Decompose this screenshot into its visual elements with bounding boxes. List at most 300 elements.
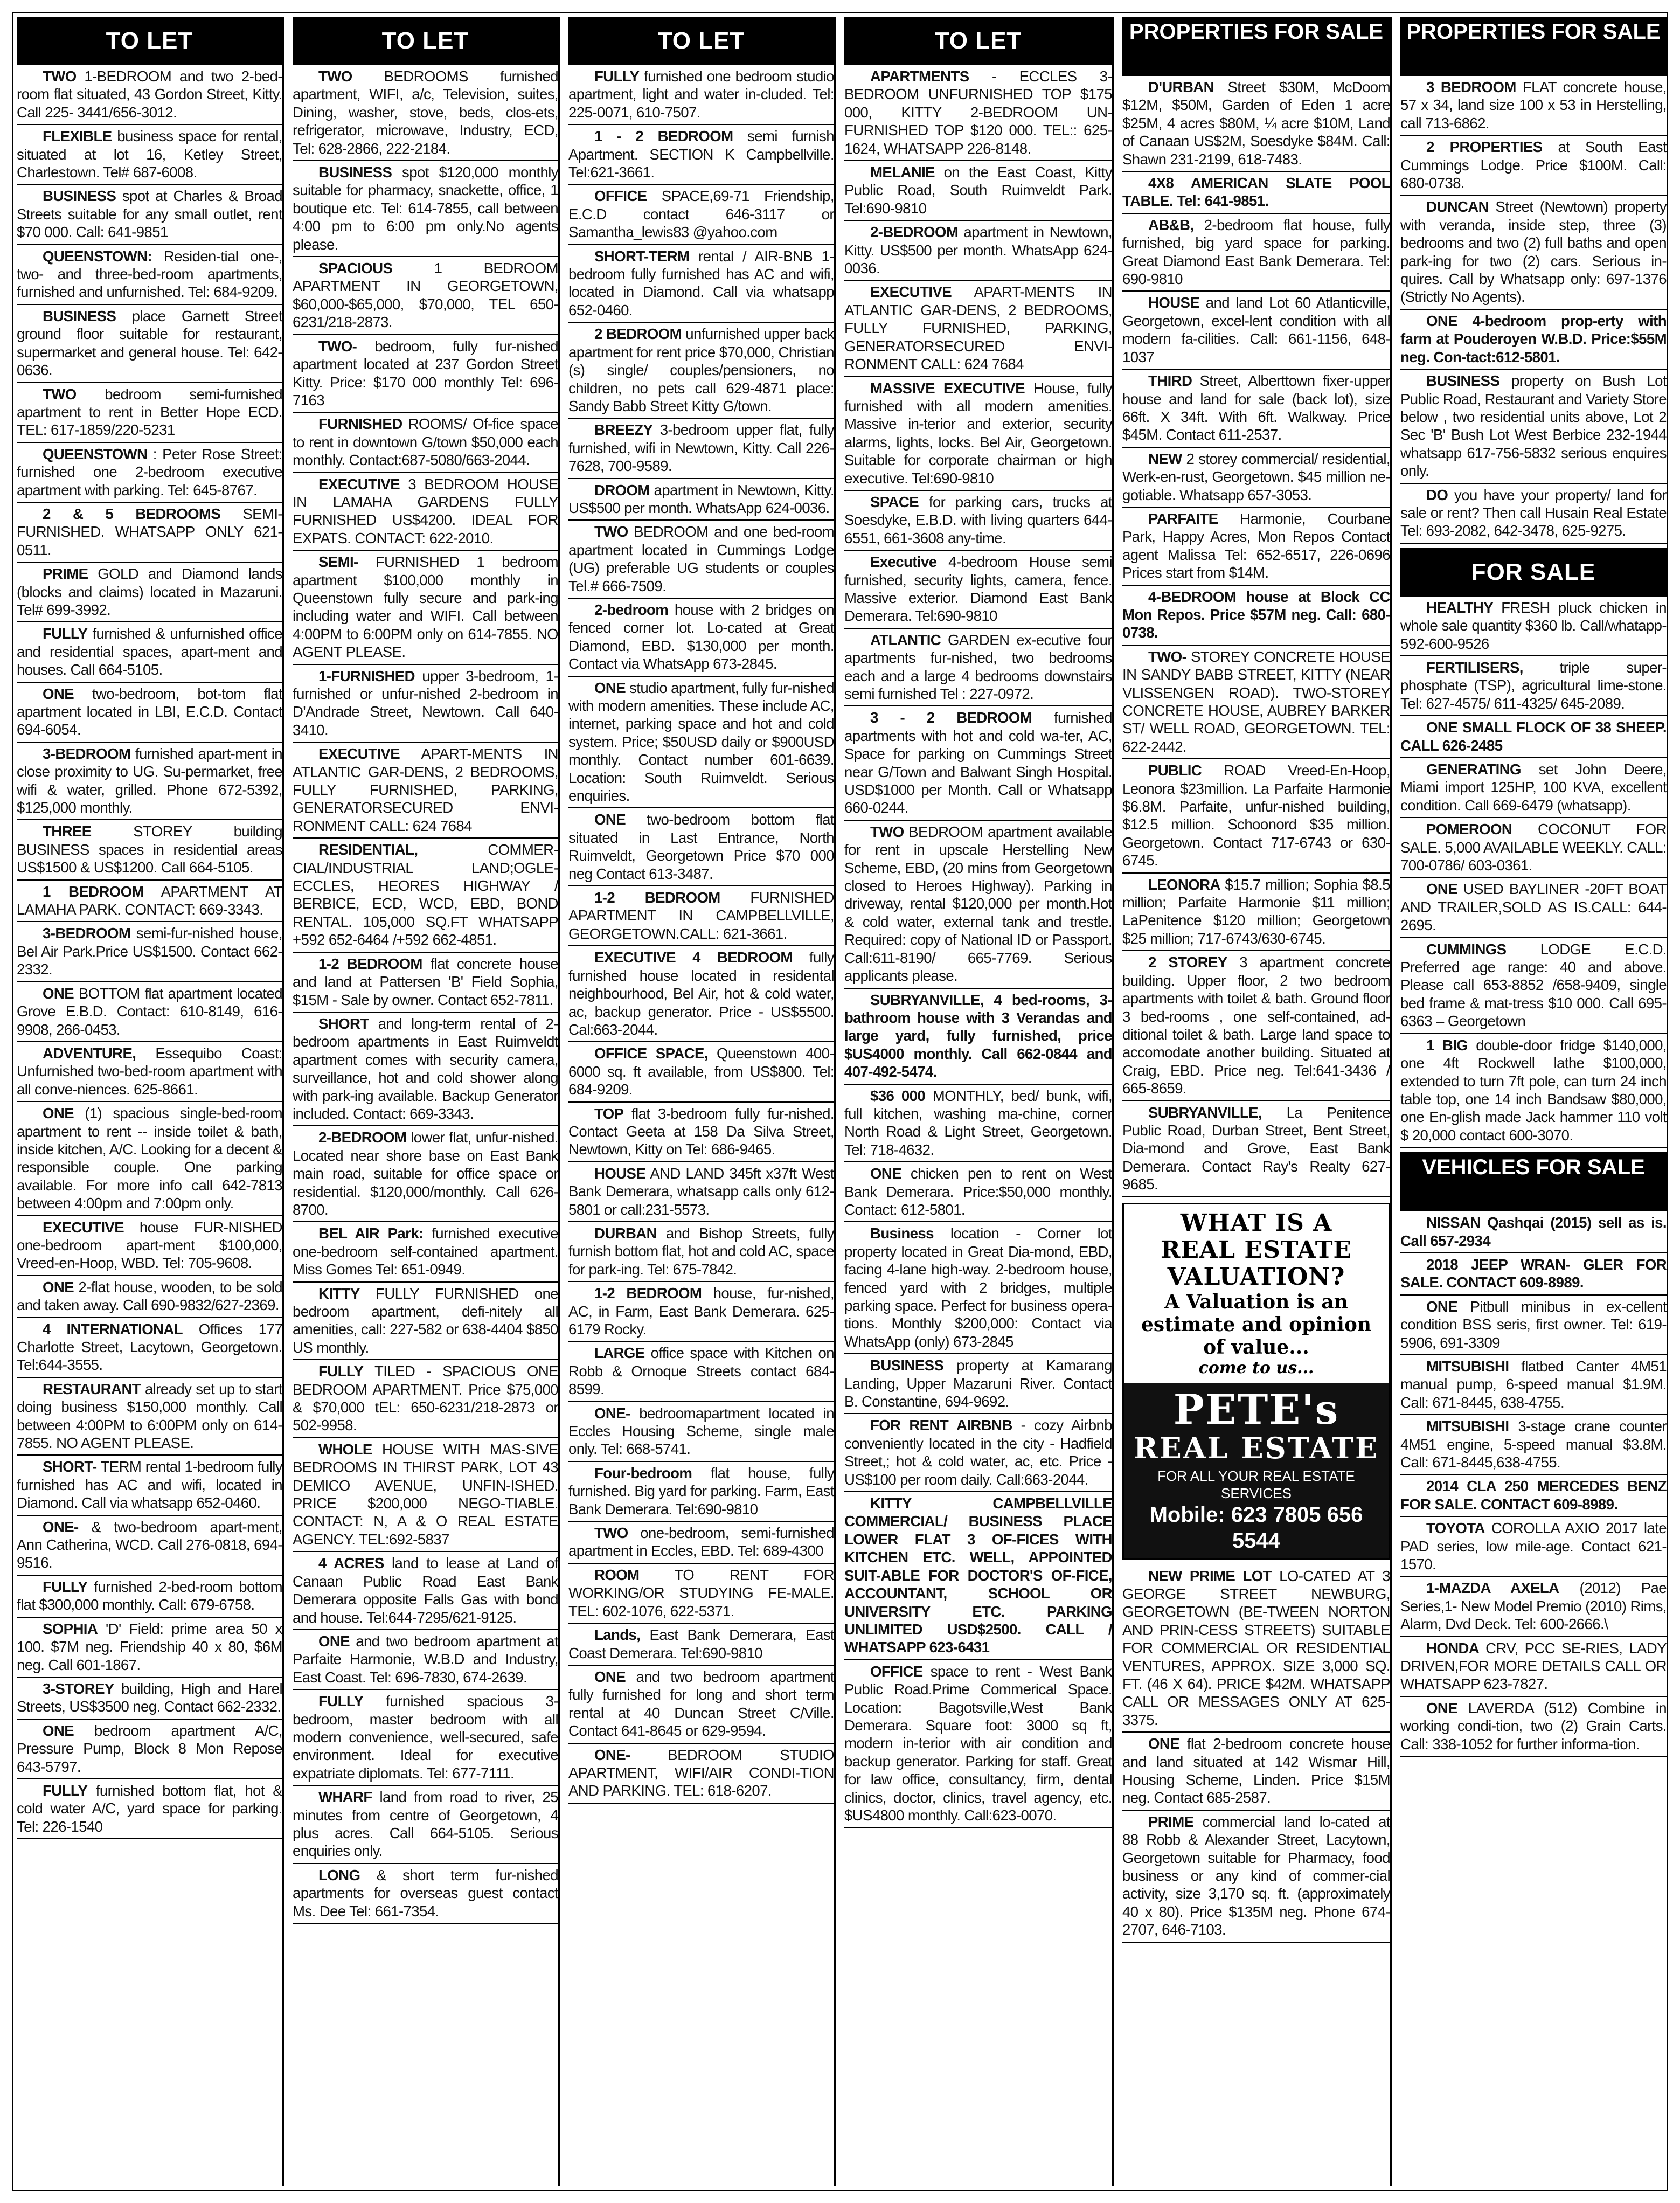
ad-sep <box>1186 648 1191 665</box>
classified-ad <box>1400 1034 1667 1148</box>
classified-ad <box>568 1342 834 1402</box>
ad-lead: 2 STOREY <box>1148 954 1227 971</box>
classified-ad <box>17 922 282 982</box>
ad-lead: TOP <box>594 1105 624 1122</box>
classified-ad <box>1122 292 1390 370</box>
ad-body: Street (Newtown) property with veranda, inside step, three (3) bedrooms and two (2) full baths and open park-ing for two (2) cars. Serious in-quires. Call by Whatsapp only: 697-1376 (Strictly No Agents). <box>1400 198 1667 306</box>
ad-body: for parking cars, trucks at Soesdyke, E.B.D. with living quarters 644-6551, 661-3608 any-time. <box>844 493 1112 546</box>
ad-lead: PARFAITE <box>1148 510 1218 527</box>
ad-sep <box>1468 1037 1476 1054</box>
ad-sep <box>1559 1579 1579 1596</box>
classified-ad <box>1122 370 1390 448</box>
classified-ad <box>17 1216 282 1276</box>
classified-ad <box>17 1378 282 1456</box>
ad-lead: SUBRYANVILLE, <box>870 991 984 1008</box>
classified-ad <box>17 65 282 125</box>
section-header: PROPERTIES FOR SALE <box>1400 17 1667 76</box>
ad-body: BEDROOM STUDIO APARTMENT, WIFI/AIR CONDI-TION AND PARKING. TEL: 618-6207. <box>568 1746 834 1799</box>
ad-body: place Garnett Street ground floor suitable for restaurant, supermarket and general house. Tel: 642-0636. <box>17 307 282 379</box>
ad-sep <box>112 128 117 144</box>
ad-body: land to lease at Land of Canaan Public Road East Bank Demerara opposite Falls Gas with bond and house. Tel:644-7295/621-9125. <box>293 1555 558 1626</box>
classified-ad <box>293 335 558 413</box>
ad-lead: SEMI- <box>318 553 358 571</box>
classified-ad <box>1400 1697 1667 1757</box>
ad-lead: 4-BEDROOM <box>1148 588 1237 605</box>
ad-sep <box>1516 79 1523 95</box>
ad-sep <box>97 1458 101 1475</box>
section-header: PROPERTIES FOR SALE <box>1122 17 1390 76</box>
ad-lead: NEW PRIME LOT <box>1148 1567 1272 1584</box>
ad-lead: ONE- <box>43 1518 79 1535</box>
ad-body: furnished spacious 3-bedroom, master bedroom with all modern convenience, well-secured, safe environment. Ideal for executive expatriate diplomats. Tel: 677-7111. <box>293 1693 558 1782</box>
ad-sep <box>923 1663 931 1680</box>
ad-body: property at Kamarang Landing, Upper Mazaruni River. Contact B. Constantine, 694-9692. <box>844 1357 1112 1410</box>
ad-sep <box>628 523 634 540</box>
ad-body: property on Bush Lot Public Road, Restaurant and Variety Store below , two residential units above, Lot 2 Sec 'B' Bush Lot West Berbice 232-1944 whatsapp 617-756-5832 serious enquires only. <box>1400 372 1667 480</box>
ad-sep <box>1512 821 1538 837</box>
ad-body: furnished apart-ment in close proximity to UG. Su-permarket, free wifi & water, grilled. Phone 672-5392, $125,000 monthly. <box>17 745 282 816</box>
ad-sep <box>628 1525 641 1541</box>
classified-ad <box>17 245 282 305</box>
ad-sep <box>1192 372 1199 389</box>
ad-sep <box>74 985 79 1002</box>
ad-lead: FULLY <box>43 1578 88 1595</box>
ad-lead: BREEZY <box>594 421 653 439</box>
ad-body: BEDROOMS furnished apartment, WIFI, a/c, Television, suites, Dining, washer, stove, beds, clos-ets, refrigerator, microwave, Industry, ECD, Tel: 628-2866, 222-2184. <box>293 68 558 157</box>
ad-body: STOREY CONCRETE HOUSE IN SANDY BABB STREET, KITTY (NEAR VLISSENGEN ROAD). TWO-STOREY CONCRETE HOUSE, AUBREY BARKER ST/ WELL ROAD, GEORGETOWN. TEL: 622-2442. <box>1122 648 1390 755</box>
ad-lead: Executive <box>870 553 937 571</box>
ad-sep <box>92 823 134 840</box>
ad-lead: SHORT <box>318 1015 369 1032</box>
ad-sep <box>392 164 402 181</box>
ad-lead: 2-BEDROOM <box>870 224 959 241</box>
ad-lead: NEW <box>1148 450 1182 467</box>
ad-sep <box>1179 1735 1187 1752</box>
ad-sep <box>79 1519 92 1535</box>
ad-lead: DURBAN <box>594 1224 657 1242</box>
ad-lead: EXECUTIVE 4 BEDROOM <box>594 949 793 966</box>
ad-body: flat house, fully furnished. Big yard for parking. Farm, East Bank Demerara. Tel:690-9810 <box>568 1464 834 1518</box>
ad-sep <box>1528 1478 1537 1494</box>
ad-body: house FUR-NISHED one-bedroom apart-ment $100,000, Vreed-en-Hoop, WBD. Tel: 705-9608. <box>17 1218 282 1272</box>
ad-sep <box>1457 1298 1470 1315</box>
ad-body: bedroom, fully fur-nished apartment located at 237 Gordon Street Kitty. Price: $170 000 monthly Tel: 696-7163 <box>293 337 558 408</box>
ad-lead: ONE <box>594 1668 626 1685</box>
ad-list <box>293 65 558 1924</box>
ad-lead: FLEXIBLE <box>43 128 112 145</box>
ad-body: bedroomapartment located in Eccles Housing Scheme, single male only. Tel: 668-5741. <box>568 1404 834 1458</box>
classified-ad <box>568 677 834 809</box>
ad-body: 2-flat house, wooden, to be sold and taken away. Call 690-9832/627-2369. <box>17 1278 282 1314</box>
ad-lead: FULLY <box>594 68 640 85</box>
classified-ad <box>844 1162 1112 1222</box>
section-header: VEHICLES FOR SALE <box>1400 1152 1667 1211</box>
classified-ad <box>1400 1577 1667 1637</box>
ad-lead: ONE <box>1426 1699 1457 1716</box>
classified-ad <box>17 1318 282 1378</box>
ad-lead: MASSIVE EXECUTIVE <box>870 379 1025 397</box>
ad-lead: ONE <box>594 679 626 696</box>
ad-sep <box>358 553 376 570</box>
ad-sep <box>360 1285 376 1302</box>
ad-lead: 1-FURNISHED <box>318 667 415 684</box>
classified-ad <box>293 743 558 839</box>
ad-body: one-bedroom, semi-furnished apartment in Eccles, EBD. Tel: 689-4300 <box>568 1525 834 1560</box>
ad-sep <box>1202 762 1224 779</box>
ad-body: LO-CATED AT 3 GEORGE STREET NEWBURG, GEORGETOWN (BE-TWEEN NORTON AND PRIN-CESS STREETS) SUITABLE FOR COMMERCIAL OR RESIDENTIAL VENTURES, APPROX. SIZE 3,000 SQ. FT. (46 X 64). PRICE $42M. WHATSAPP CALL OR MESSAGES ONLY AT 625-3375. <box>1122 1567 1390 1728</box>
ad-body: 4-bedroom House semi furnished, security lights, camera, fence. Massive exterior. Diamond East Bank Demerara. Tel:690-9810 <box>844 553 1112 625</box>
classified-ad <box>568 65 834 125</box>
section-header: TO LET <box>568 17 834 65</box>
ad-body: house with 2 bridges on fenced corner lot. Lo-cated at Great Diamond, EBD. $130,000 per month. Contact via WhatsApp 673-2845. <box>568 601 834 673</box>
advert-line: A Valuation is an estimate and opinion of value... <box>1141 1290 1372 1359</box>
ad-list <box>1400 1211 1667 1757</box>
ad-lead: ONE <box>1426 1298 1457 1315</box>
ad-lead: PUBLIC <box>1148 762 1202 779</box>
ad-sep <box>422 955 431 972</box>
ad-body: 3 BEDROOM HOUSE IN LAMAHA GARDENS FULLY FURNISHED US$4200. IDEAL FOR EXPATS. CONTACT: 622-2010. <box>293 475 558 546</box>
ad-sep <box>74 1105 85 1121</box>
ad-sep <box>116 308 131 324</box>
advert-tagline: FOR ALL YOUR REAL ESTATE SERVICES <box>1157 1467 1355 1501</box>
ad-lead: APARTMENTS <box>870 68 969 85</box>
ad-sep <box>74 1722 94 1739</box>
ad-sep <box>350 1633 356 1650</box>
ad-sep <box>1521 761 1539 778</box>
ad-lead: RESIDENTIAL, <box>318 841 418 858</box>
ad-body: bedroom semi-furnished apartment to rent in Better Hope ECD. TEL: 617-1859/220-5231 <box>17 385 282 439</box>
classified-ad <box>17 305 282 383</box>
classified-ad <box>1122 646 1390 759</box>
classified-ad <box>844 989 1112 1085</box>
ad-lead: ONE <box>1426 881 1457 898</box>
ad-sep <box>114 1680 121 1697</box>
ad-lead: $36 000 <box>870 1087 926 1104</box>
ad-body: GLER FOR SALE. CONTACT 609-8989. <box>1400 1256 1667 1291</box>
ad-sep <box>1507 941 1540 958</box>
ad-lead: TWO- <box>318 337 357 355</box>
ad-body: FURNISHED APARTMENT IN CAMPBELLVILLE, GEORGETOWN.CALL: 621-3661. <box>568 889 834 942</box>
ad-body: MONTHLY, bed/ bunk, wifi, full kitchen, washing ma-chine, corner North Road & Light Street, Georgetown. Tel: 718-4632. <box>844 1087 1113 1158</box>
ad-body: LODGE E.C.D. Preferred age range: 40 and above. Please call 653-8852 /658-9409, single bed frame & mat-tress $10 000. Call 695-6363 – Georgetown <box>1400 940 1667 1030</box>
ad-list <box>1122 76 1390 1197</box>
ad-sep <box>1272 1568 1279 1584</box>
ad-body: 4 bed-rooms, 3-bathroom house with 3 Verandas and large yard, fully furnished, price $US4000 monthly. Call 662-0844 and 407-492-5474. <box>844 991 1112 1080</box>
advert-headline <box>1124 1204 1389 1383</box>
classified-ad <box>1400 656 1667 716</box>
classified-ad <box>844 1492 1112 1660</box>
ad-body: sell as is. Call 657-2934 <box>1400 1214 1667 1249</box>
ad-lead: 2 & 5 BEDROOMS <box>43 505 221 522</box>
classified-ad <box>17 683 282 743</box>
ad-sep <box>1332 175 1350 191</box>
advert-line: come to us... <box>1198 1358 1314 1377</box>
ad-lead: ONE <box>43 685 74 702</box>
ad-sep <box>1227 954 1240 971</box>
ad-body: La Penitence Public Road, Durban Street, Bent Street, Dia-mond and Grove, East Bank Demerara. Contact Ray's Realty 627-9685. <box>1122 1104 1390 1193</box>
ad-sep <box>1489 198 1495 215</box>
ad-sep <box>1448 487 1454 503</box>
ad-body: (1) spacious single-bed-room apartment to rent -- inside toilet & bath, inside kitchen, A/C. Looking for a decent & responsible couple. One parking available. For more info call 642-7813 between 4:00pm and 7:00pm only. <box>17 1105 282 1212</box>
ad-body: already set up to start doing business $150,000 monthly. Call between 4:00PM to 6:00PM only on 614-7855. NO AGENT PLEASE. <box>17 1380 282 1452</box>
ad-lead: OFFICE <box>594 188 647 205</box>
ad-body: Pitbull minibus in ex-cellent condition BSS seris, first owner. Tel: 619-5906, 691-3309 <box>1400 1298 1667 1351</box>
ad-sep <box>372 1441 382 1458</box>
classified-ad <box>17 1576 282 1618</box>
ad-lead: D'URBAN <box>1148 79 1214 95</box>
ad-body: double-door fridge $140,000, one 4ft Rockwell lathe $100,000, extended to turn 7ft pole, can turn 24 inch table top, one 14 inch Bandsaw $80,000, one En-glish made Jack hammer 110 volt $ 20,000 contact 600-3070. <box>1400 1036 1667 1144</box>
ad-lead: FULLY <box>43 625 88 642</box>
classified-ad <box>293 665 558 743</box>
ad-lead: RESTAURANT <box>43 1380 141 1397</box>
classified-ad <box>568 1103 834 1162</box>
ad-body: spot $120,000 monthly suitable for pharmacy, snackette, office, 1 boutique etc. Tel: 614-7855, call between 4:00 pm to 6:00 pm only.No agents please. <box>293 164 558 253</box>
ad-sep <box>183 1321 199 1338</box>
classified-ad <box>844 491 1112 551</box>
ad-lead: NISSAN Qashqai (2015) <box>1426 1214 1592 1231</box>
ad-list <box>844 65 1112 1828</box>
ad-body: commercial land lo-cated at 88 Robb & Alexander Street, Lacytown, Georgetown suitable for Pharmacy, food business or any kind of commer-cial activity, size 3,170 sq. ft. (approximately 40 x 80). Price $135M neg. Phone 674-2707, 646-7103. <box>1122 1813 1390 1938</box>
ad-sep <box>1193 217 1204 233</box>
advert-phone: Mobile: 623 7805 656 5544 <box>1149 1502 1363 1553</box>
classified-ad <box>17 982 282 1042</box>
ad-sep <box>708 1045 717 1062</box>
section-header: FOR SALE <box>1400 548 1667 597</box>
ad-body: 3 apartment concrete building. Upper floor, 2 two bedroom apartments with toilet & bath. Ground floor 3 bed-rooms , one self-contained, ad-ditional toilet & bath. Large land space to accomodate another building. Situated at Craig, EBD. Price neg. Tel:641-3436 / 665-8659. <box>1122 954 1390 1097</box>
ad-sep <box>141 1381 145 1397</box>
advert-line: REAL ESTATE <box>1160 1236 1352 1264</box>
classified-ad <box>844 821 1112 989</box>
ad-body: two-bedroom bottom flat situated in Last Entrance, North Ruimveldt, Georgetown Price $70 000 neg Contact 613-3487. <box>568 811 834 882</box>
ad-sep <box>1592 1214 1599 1231</box>
ad-body: GARDEN ex-ecutive four apartments fur-nished, two bedrooms each and a large 4 bedrooms downstairs semi furnished Tel : 227-0972. <box>844 631 1112 702</box>
ad-sep <box>952 283 974 300</box>
ad-body: set John Deere, Miami import 125HP, 100 KVA, excellent condition. Call 669-6479 (whatsapp). <box>1400 761 1667 814</box>
ad-lead: 3-BEDROOM <box>43 925 131 942</box>
ad-lead: BUSINESS <box>318 164 392 181</box>
ad-sep <box>936 553 948 570</box>
ad-body: $15.7 million; Sophia $8.5 million; Parfaite Harmonie $11 million; LaPenitence $120 million; Georgetown $25 million; 717-6743/630-6745. <box>1122 876 1390 947</box>
classified-ad <box>1400 1211 1667 1253</box>
classified-ad <box>17 1678 282 1720</box>
ad-sep <box>77 386 105 403</box>
ad-lead: PRIME <box>43 565 88 583</box>
classified-ad <box>293 1283 558 1361</box>
ad-sep <box>692 1465 711 1481</box>
ad-lead: QUEENSTOWN: <box>43 247 152 265</box>
classified-ad <box>844 629 1112 707</box>
ad-lead: 3-STOREY <box>43 1680 114 1697</box>
ad-sep <box>1182 451 1186 467</box>
ad-lead: TWO <box>43 68 77 85</box>
ad-lead: 1 - 2 BEDROOM <box>594 128 733 145</box>
ad-lead: Four-bedroom <box>594 1464 692 1481</box>
ad-lead: BUSINESS <box>1426 372 1500 390</box>
ad-lead: SHORT-TERM <box>594 247 690 265</box>
classified-ad <box>568 323 834 419</box>
ad-lead: 1-2 BEDROOM <box>594 889 720 906</box>
ad-sep <box>98 1620 106 1637</box>
classified-ad <box>568 1402 834 1462</box>
ad-body: Essequibo Coast: Unfurnished two-bed-room apartment with all conve-niences. 625-8661. <box>17 1044 282 1098</box>
ad-body: BEDROOM and one bed-room apartment located in Cummings Lodge (UG) preferable UG students or couples Tel.# 666-7509. <box>568 523 834 594</box>
ad-body: APART-MENTS IN ATLANTIC GAR-DENS, 2 BEDROOMS, FULLY FURNISHED, PARKING, GENERATORSECURED ENVI-RONMENT CALL: 624 7684 <box>844 283 1112 373</box>
ad-sep <box>1479 1640 1485 1657</box>
ad-sep <box>919 494 929 510</box>
ad-list <box>568 65 834 1804</box>
ad-body: house at Block CC Mon Repos. Price $57M neg. Call: 680-0738. <box>1122 588 1390 641</box>
ad-lead: ONE <box>318 1632 350 1650</box>
classified-ad <box>844 1660 1112 1828</box>
ad-lead: DUNCAN <box>1426 198 1489 216</box>
ad-body: space to rent - West Bank Public Road.Prime Commerical Space. Location: Bagotsville,West Bank Demerara. Square foot: 3000 sq ft, modern in-terior with air condition and backup generator. Parking for staff. Great for law office, consultancy, firm, dental clinics, doctor, clinics, travel agency, etc. $US4800 monthly. Call:623-0070. <box>844 1662 1112 1824</box>
ad-body: furnished one bedroom studio apartment, light and water in-cluded. Tel: 225-0071, 610-7507. <box>568 68 834 121</box>
ad-body: location - Corner lot property located in Great Dia-mond, EBD, facing 4-lane high-way. 2-bedroom house, fenced yard with 2 bridges, multiple parking space. Perfect for business opera-tions. Monthly $200,000: Contact via WhatsApp (only) 673-2845 <box>844 1225 1112 1350</box>
ad-list <box>17 65 282 1839</box>
ad-sep <box>650 482 654 498</box>
classified-ad <box>568 521 834 599</box>
section-header: TO LET <box>17 17 282 65</box>
ad-lead: ONE <box>870 1165 901 1182</box>
classified-ad <box>568 1282 834 1342</box>
ad-lead: ROOM <box>594 1566 640 1583</box>
ad-body: unfurnished upper back apartment for rent price $70,000, Christian (s) single/ couples/pensioners, no children, no pets call 629-4871 place: Sandy Babb Street Kitty G/town. <box>568 325 834 414</box>
ad-sep <box>1457 313 1472 329</box>
ad-lead: MITSUBISHI <box>1426 1357 1509 1375</box>
ad-lead: SPACIOUS <box>318 260 393 277</box>
column-5 <box>1122 17 1392 2186</box>
ad-sep <box>1218 510 1240 527</box>
ad-lead: CUMMINGS <box>1426 940 1507 958</box>
classified-ad <box>1400 758 1667 818</box>
classified-ad <box>293 839 558 952</box>
classified-ad <box>568 946 834 1042</box>
classified-ad <box>1122 76 1390 172</box>
ad-sep <box>652 421 659 438</box>
ad-body: AND LAND 345ft x37ft West Bank Demerara, whatsapp calls only 612-5801 or call:231-5573. <box>568 1165 834 1218</box>
ad-body: & short term fur-nished apartments for overseas guest contact Ms. Dee Tel: 661-7354. <box>293 1866 558 1920</box>
ad-lead: TWO <box>594 1525 628 1542</box>
ad-lead: 3-BEDROOM <box>43 745 131 762</box>
ad-sep <box>1025 380 1033 397</box>
ad-lead: 2-bedroom <box>594 601 669 618</box>
classified-ad <box>1400 1415 1667 1475</box>
ad-lead: ONE- <box>594 1746 630 1763</box>
ad-sep <box>1570 1256 1583 1273</box>
ad-sep <box>720 889 751 906</box>
ad-lead: 2 PROPERTIES <box>1426 138 1543 156</box>
classified-ad <box>1122 448 1390 508</box>
ad-sep <box>645 1345 651 1361</box>
ad-sep <box>418 841 488 858</box>
ad-body: office space with Kitchen on Robb & Ornoque Streets contact 684-8599. <box>568 1345 834 1398</box>
ad-body: house, fur-nished, AC, in Farm, East Bank Demerara. 625-6179 Rocky. <box>568 1285 834 1338</box>
advert-brand: PETE's <box>1173 1385 1339 1433</box>
classified-ad <box>1122 586 1390 646</box>
ad-sep <box>1457 881 1463 897</box>
ad-lead: Lands, <box>594 1626 641 1644</box>
ad-sep <box>87 1782 95 1799</box>
classified-ad <box>568 1162 834 1222</box>
classified-ad <box>844 706 1112 820</box>
ad-lead: ONE SMALL FLOCK OF <box>1426 719 1591 736</box>
ad-sep <box>969 68 992 85</box>
ad-lead: HOUSE <box>594 1165 646 1182</box>
ad-body: 3-bedroom upper flat, fully furnished, wifi in Newtown, Kitty. Call 226-7628, 700-9589. <box>568 421 834 475</box>
ad-body: ROOMS/ Of-fice space to rent in downtown G/town $50,000 each monthly. Contact:687-5080/663-2044. <box>293 415 558 469</box>
ad-sep <box>1236 588 1246 605</box>
classified-ad <box>293 257 558 335</box>
ad-lead: FULLY <box>318 1363 364 1380</box>
ad-body: GOLD and Diamond lands (blocks and claims) located in Mazaruni. Tel# 699-3992. <box>17 565 282 618</box>
classified-ad <box>1122 1565 1390 1733</box>
classified-ad <box>568 1462 834 1522</box>
ad-body: CRV, PCC SE-RIES, LADY DRIVEN,FOR MORE DETAILS CALL OR WHATSAPP 623-7827. <box>1400 1639 1667 1693</box>
ad-sep <box>639 1567 674 1583</box>
ad-lead: ONE <box>43 985 74 1002</box>
classified-ad <box>17 1516 282 1576</box>
ad-lead: WHARF <box>318 1789 372 1806</box>
ad-lead: 1 BEDROOM <box>43 883 144 900</box>
classified-ad <box>568 185 834 245</box>
ad-lead: OFFICE SPACE, <box>594 1045 708 1062</box>
classified-ad <box>293 1126 558 1222</box>
ad-body: 1-BEDROOM and two 2-bed-room flat situated, 43 Gordon Street, Kitty. Call 225- 3441/656-3012. <box>17 68 282 121</box>
ad-body: you have your property/ land for sale or rent? Then call Husain Real Estate Tel: 693-2082, 642-3478, 625-9275. <box>1400 486 1667 539</box>
ad-body: Street, Alberttown fixer-upper house and land for sale (back lot), size 66ft. X 34ft. With 6ft. Walkway. Price $45M. Contact 611-2537. <box>1122 372 1390 444</box>
ad-lead: MELANIE <box>870 164 935 181</box>
classified-ad <box>1122 172 1390 214</box>
ad-body: furnished 2-bed-room bottom flat $300,000 monthly. Call: 679-6758. <box>17 1578 282 1613</box>
ad-body: furnished & unfurnished office and residential spaces, apart-ment and houses. Call 664-5105. <box>17 625 282 678</box>
classified-ad <box>293 1552 558 1630</box>
ad-lead: ONE <box>43 1722 74 1739</box>
ad-sep <box>136 1045 155 1062</box>
classified-ad <box>17 1456 282 1515</box>
ad-sep <box>1523 659 1560 676</box>
ad-lead: EXECUTIVE <box>318 745 400 763</box>
ad-lead: HOUSE <box>1148 294 1200 311</box>
ad-body: furnished executive one-bedroom self-contained apartment. Miss Gomes Tel: 651-0949. <box>293 1225 558 1278</box>
ad-body: 2 storey commercial/ residential, Werk-en-rust, Georgetown. $45 million ne-gotiable. Whatsapp 657-3053. <box>1122 450 1390 503</box>
classified-ad <box>1400 484 1667 544</box>
ad-body: business space for rental, situated at lot 16, Ketley Street, Charlestown. Tel# 687-6008. <box>17 128 282 181</box>
ad-body: 1 BEDROOM APARTMENT IN GEORGETOWN, $60,000-$65,000, $70,000, TEL 650-6231/218-2873. <box>293 260 558 331</box>
ad-body: COCONUT FOR SALE. 5,000 AVAILABLE WEEKLY. CALL: 700-0786/ 603-0361. <box>1400 821 1667 874</box>
ad-lead: Business <box>870 1225 934 1242</box>
ad-lead: 4 ACRES <box>318 1555 384 1572</box>
ad-body: land from road to river, 25 minutes from centre of Georgetown, 4 plus acres. Call 664-5105. Serious enquiries only. <box>293 1789 559 1860</box>
classified-ad <box>293 1690 558 1786</box>
classified-ad <box>568 886 834 946</box>
ad-body: studio apartment, fully fur-nished with modern amenities. These include AC, internet, parking space and hot and cold system. Price; $50USD daily or $900USD monthly. Contact number 601-6639. Location: South Ruimveldt. Serious enquiries. <box>568 679 834 805</box>
ad-lead: BEL AIR Park: <box>318 1225 424 1242</box>
ad-body: apartment in Newtown, Kitty. US$500 per month. WhatsApp 624-0036. <box>568 481 834 516</box>
ad-body: POOL TABLE. Tel: 641-9851. <box>1122 175 1390 210</box>
classified-ad <box>17 1720 282 1779</box>
ad-body: flat concrete house and land at Pattersen 'B' Field Sophia, $15M - Sale by owner. Contact 652-7811. <box>293 955 558 1008</box>
ad-lead: TWO <box>870 823 904 840</box>
ad-body: LAVERDA (512) Combine in working condi-tion, two (2) Grain Carts. Call: 338-1052 for further informa-tion. <box>1400 1699 1667 1752</box>
ad-sep <box>1509 1358 1521 1375</box>
ad-body: rental / AIR-BNB 1-bedroom fully furnished has AC and wifi, located in Diamond. Call via whatsapp 652-0460. <box>568 247 834 318</box>
ad-sep <box>1457 1700 1468 1716</box>
classifieds-page <box>12 12 1668 2191</box>
ad-body: APART-MENTS IN ATLANTIC GAR-DENS, 2 BEDROOMS, FULLY FURNISHED, PARKING, GENERATORSECURED ENVI-RONMENT CALL: 624 7684 <box>293 745 558 834</box>
classified-ad <box>293 1786 558 1864</box>
ad-sep <box>1032 709 1054 726</box>
ad-sep <box>1262 1104 1287 1121</box>
